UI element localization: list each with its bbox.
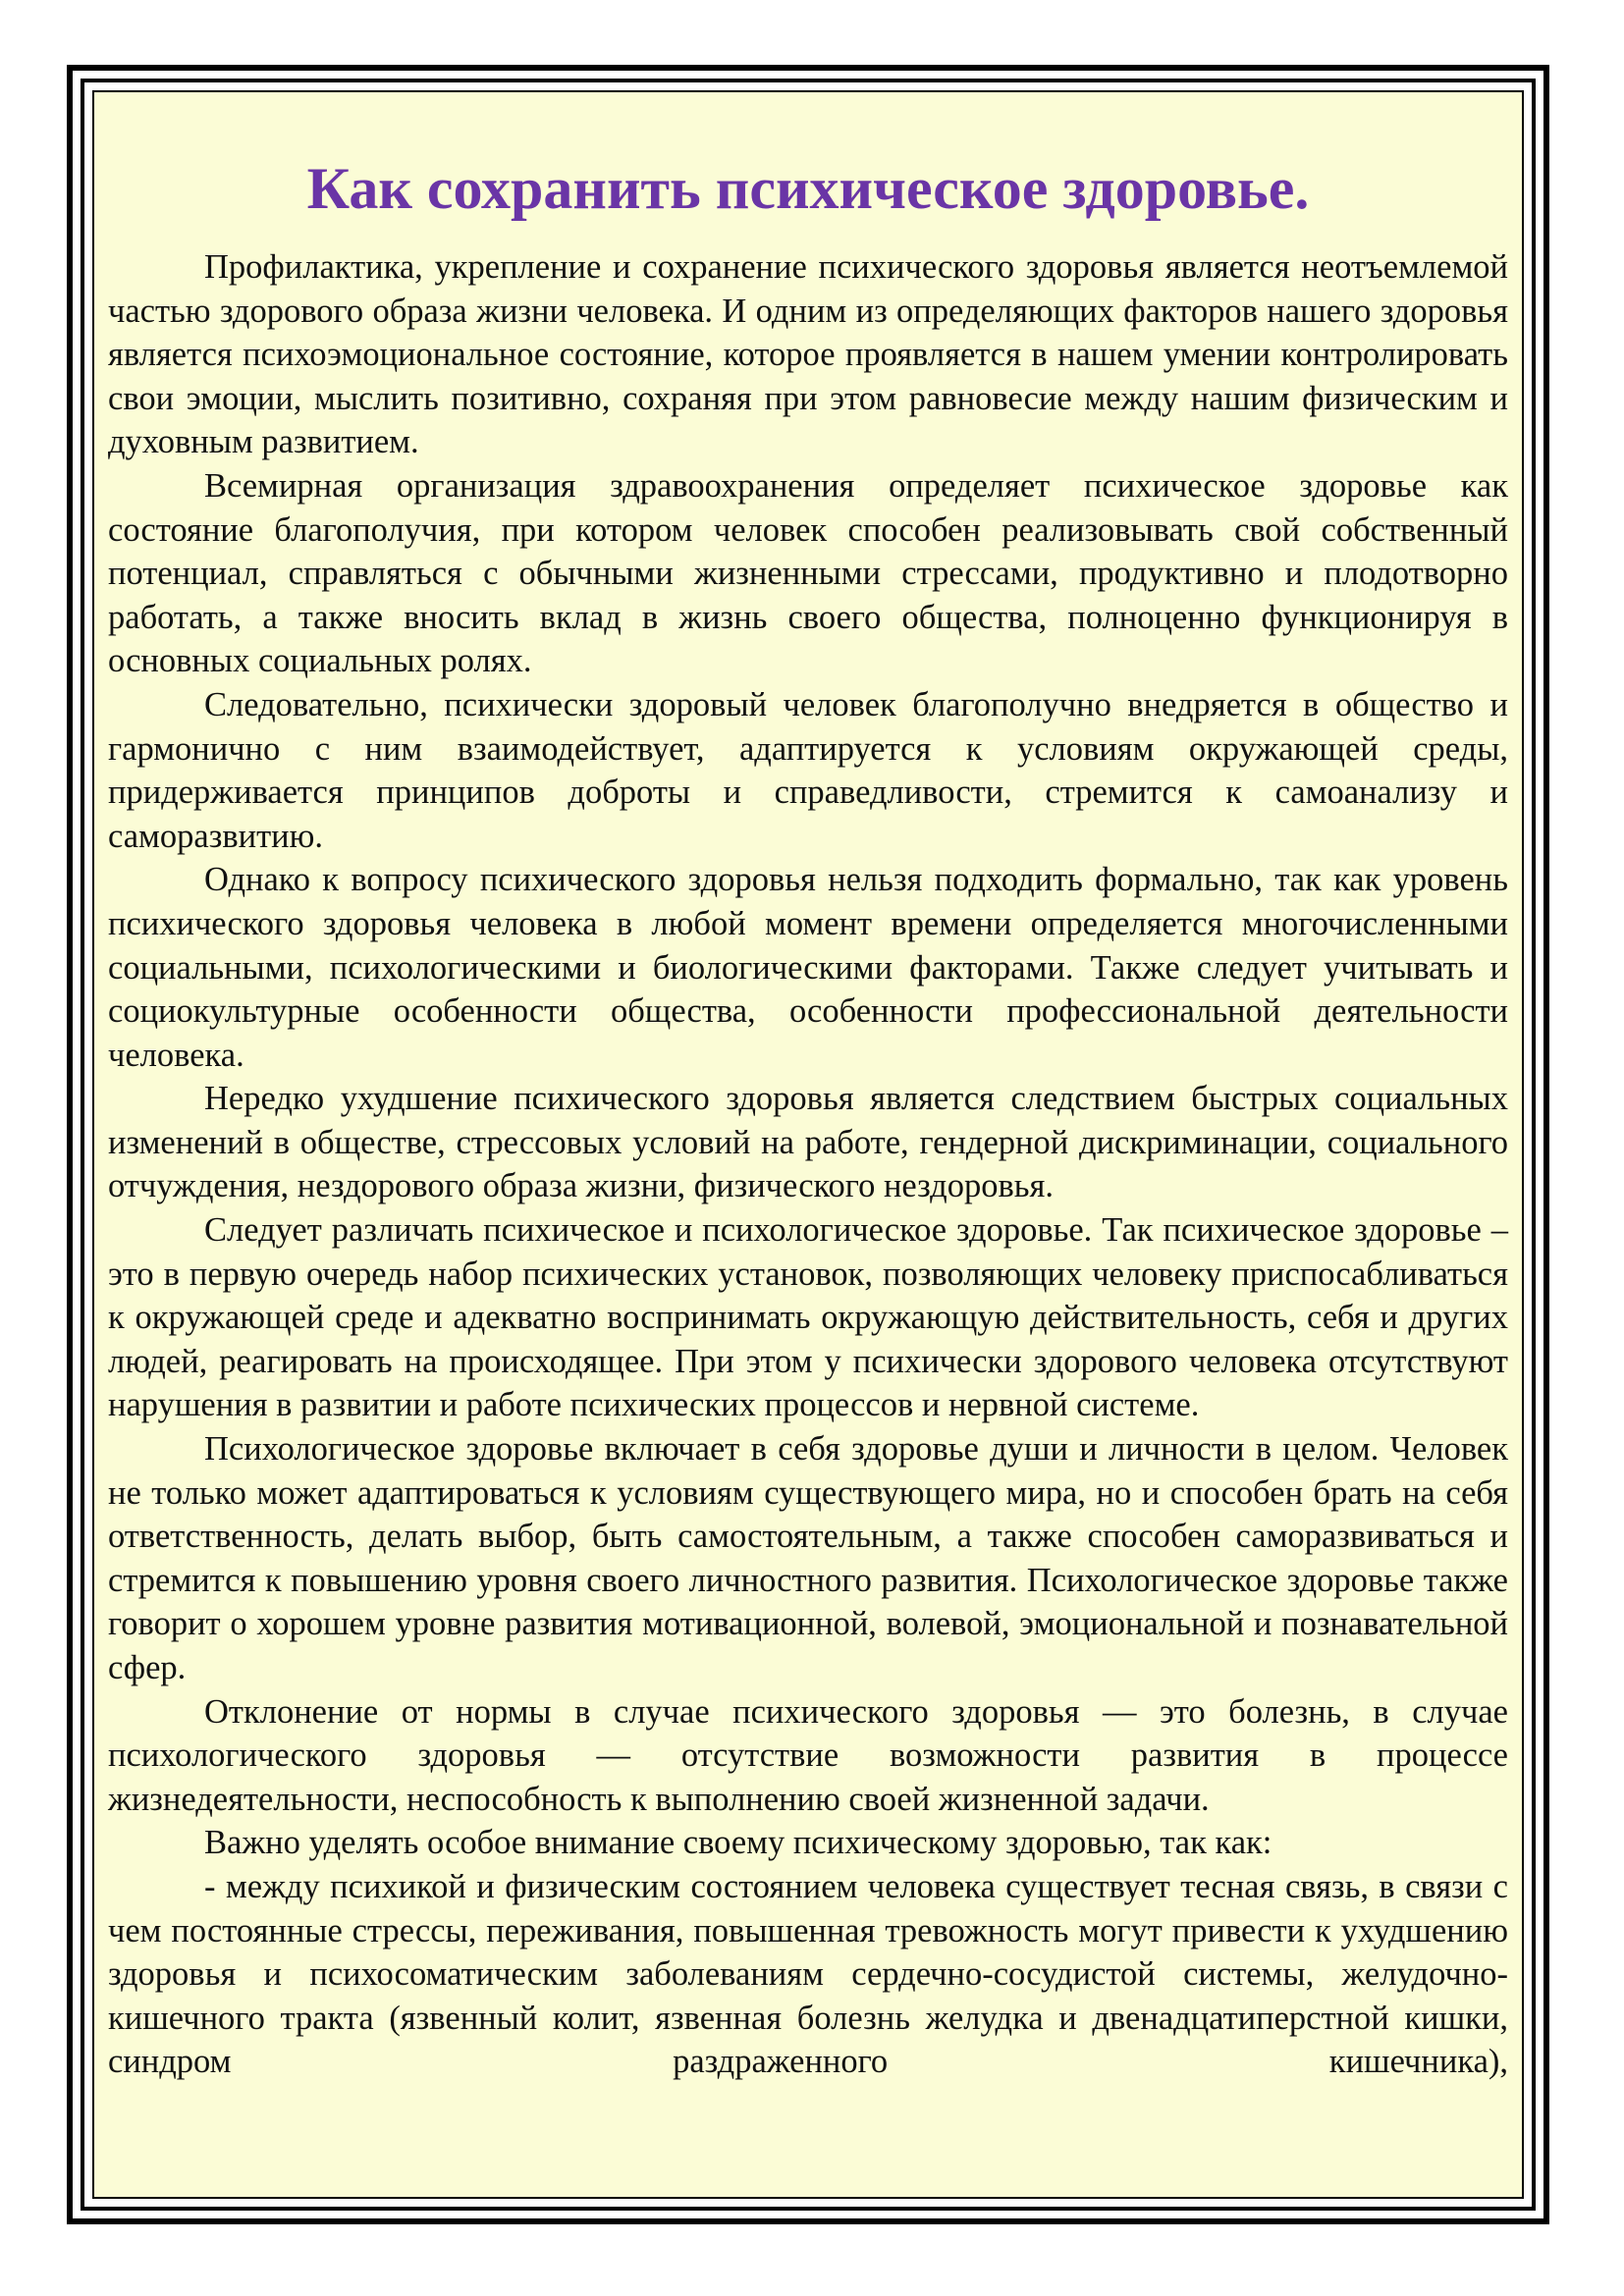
paragraph-10: - между психикой и физическим состоянием человека существует тесная связь, в связи с чем постоянные стрессы, переживания, повышенная тревожность могут привести к ухудшению здоровья и психосоматическим заболеваниям сердечно-сосудистой системы, желудочно-кишечного тракта (язвенный колит, язвенная болезнь желудка и двенадцатиперстной кишки, синдром раздраженного кишечника), (108, 1867, 1508, 2081)
document-title: Как сохранить психическое здоровье. (306, 156, 1310, 221)
paragraph-3: Следовательно, психически здоровый человек благополучно внедряется в общество и гармонично с ним взаимодействует, адаптируется к условиям окружающей среды, придерживается принципов доброты и справедливости, стремится к самоанализу и саморазвитию. (108, 685, 1508, 855)
page-border-middle (81, 79, 1536, 2211)
paragraph-6: Следует различать психическое и психологическое здоровье. Так психическое здоровье – это в первую очередь набор психических установок, позволяющих человеку приспосабливаться к окружающей среде и адекватно воспринимать окружающую действительность, себя и других людей, реагировать на происходящее. При этом у психически здорового человека отсутствуют нарушения в развитии и работе психических процессов и нервной системе. (108, 1211, 1508, 1424)
paragraph-2: Всемирная организация здравоохранения определяет психическое здоровье как состояние благополучия, при котором человек способен реализовывать свой собственный потенциал, справляться с обычными жизненными стрессами, продуктивно и плодотворно работать, а также вносить вклад в жизнь своего общества, полноценно функционируя в основных социальных ролях. (108, 466, 1508, 680)
page-border-outer (67, 65, 1549, 2224)
paragraph-5: Нередко ухудшение психического здоровья является следствием быстрых социальных изменений в обществе, стрессовых условий на работе, гендерной дискриминации, социального отчуждения, нездорового образа жизни, физического нездоровья. (108, 1080, 1508, 1205)
paragraph-8: Отклонение от нормы в случае психического здоровья — это болезнь, в случае психологического здоровья — отсутствие возможности развития в процессе жизнедеятельности, неспособность к выполнению своей жизненной задачи. (108, 1692, 1508, 1818)
paragraph-4: Однако к вопросу психического здоровья нельзя подходить формально, так как уровень психического здоровья человека в любой момент времени определяется многочисленными социальными, психологическими и биологическими факторами. Также следует учитывать и социокультурные особенности общества, особенности профессиональной деятельности человека. (108, 861, 1508, 1074)
paragraph-1: Профилактика, укрепление и сохранение психического здоровья является неотъемлемой частью здорового образа жизни человека. И одним из определяющих факторов нашего здоровья является психоэмоциональное состояние, которое проявляется в нашем умении контролировать свои эмоции, мыслить позитивно, сохраняя при этом равновесие между нашим физическим и духовным развитием. (108, 248, 1508, 461)
page-body (92, 90, 1524, 2199)
paragraph-9: Важно уделять особое внимание своему психическому здоровью, так как: (204, 1824, 1272, 1862)
paragraph-7: Психологическое здоровье включает в себя здоровье души и личности в целом. Человек не только может адаптироваться к условиям существующего мира, но и способен брать на себя ответственность, делать выбор, быть самостоятельным, а также способен саморазвиваться и стремится к повышению уровня своего личностного развития. Психологическое здоровье также говорит о хорошем уровне развития мотивационной, волевой, эмоциональной и познавательной сфер. (108, 1430, 1508, 1686)
document-content (108, 153, 1508, 2084)
